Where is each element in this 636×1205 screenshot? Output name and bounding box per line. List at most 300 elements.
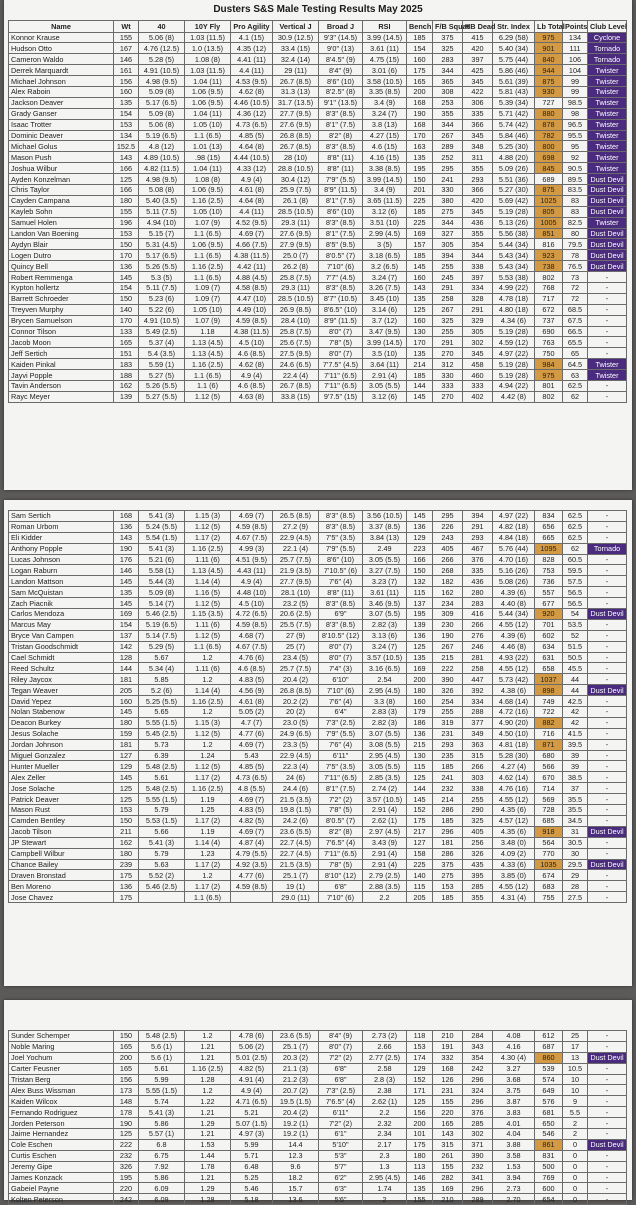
cell-bench: 143 xyxy=(407,282,433,293)
cell-strength-index: 5.16 (26) xyxy=(493,565,535,576)
cell-weight: 125 xyxy=(114,794,139,805)
cell-pro-agility: 4.72 (6.5) xyxy=(231,609,273,620)
cell-fly: 1.19 xyxy=(185,794,231,805)
cell-strength-index: 4.82 (18) xyxy=(493,521,535,532)
cell-club-level: - xyxy=(588,391,627,402)
cell-points: 96.5 xyxy=(563,119,588,130)
cell-pro-agility: 5.21 xyxy=(231,1107,273,1118)
cell-broad: 8'7" (10.5) xyxy=(319,293,363,304)
cell-broad: 7'10" (6) xyxy=(319,892,363,903)
cell-points: 57.5 xyxy=(563,576,588,587)
cell-fly: 1.13 (4.5) xyxy=(185,337,231,348)
cell-weight: 175 xyxy=(114,892,139,903)
athlete-row xyxy=(9,794,627,805)
cell-pro-agility: 4.67 (7.5) xyxy=(231,641,273,652)
cell-name: Tegan Weaver xyxy=(9,685,114,696)
cell-broad: 8'3" (8.5) xyxy=(319,521,363,532)
cell-broad: 7'10.5" (6) xyxy=(319,565,363,576)
cell-rsi: 3.64 (11) xyxy=(363,359,407,370)
athlete-row xyxy=(9,772,627,783)
cell-forty: 5.4 (3.5) xyxy=(139,348,185,359)
cell-lb-total: 851 xyxy=(535,228,563,239)
cell-lb-total: 802 xyxy=(535,272,563,283)
cell-pro-agility: 4.53 (9.5) xyxy=(231,76,273,87)
cell-squat: 327 xyxy=(433,228,463,239)
cell-broad: 8'3" (8.5) xyxy=(319,598,363,609)
cell-lb-total: 753 xyxy=(535,565,563,576)
cell-deadlift: 328 xyxy=(463,293,493,304)
cell-pro-agility: 4.46 (10.5) xyxy=(231,97,273,108)
cell-club-level: - xyxy=(588,1129,627,1140)
cell-vertical: 27.6 (9.5) xyxy=(273,119,319,130)
cell-fly: 1.04 (11) xyxy=(185,76,231,87)
cell-club-level: - xyxy=(588,1183,627,1194)
cell-deadlift: 377 xyxy=(463,717,493,728)
cell-lb-total: 576 xyxy=(535,1096,563,1107)
cell-rsi: 2.3 xyxy=(363,1150,407,1161)
athlete-row xyxy=(9,174,627,185)
athlete-row xyxy=(9,761,627,772)
cell-name: James Konzack xyxy=(9,1172,114,1183)
cell-vertical: 25.0 (7) xyxy=(273,250,319,261)
cell-club-level: - xyxy=(588,663,627,674)
cell-pro-agility: 4.87 (4) xyxy=(231,837,273,848)
cell-rsi: 2.79 (2.5) xyxy=(363,870,407,881)
cell-bench: 140 xyxy=(407,870,433,881)
cell-rsi: 2.54 xyxy=(363,674,407,685)
cell-bench: 175 xyxy=(407,815,433,826)
athlete-row xyxy=(9,184,627,195)
cell-squat: 330 xyxy=(433,370,463,381)
cell-bench: 118 xyxy=(407,1031,433,1042)
cell-fly: 1.29 xyxy=(185,1183,231,1194)
cell-vertical: 23.4 (5) xyxy=(273,652,319,663)
athlete-row xyxy=(9,565,627,576)
cell-vertical: 19.8 (1.5) xyxy=(273,805,319,816)
cell-fly: 1.2 xyxy=(185,1085,231,1096)
cell-lb-total: 1025 xyxy=(535,195,563,206)
cell-strength-index: 5.73 (42) xyxy=(493,674,535,685)
cell-lb-total: 898 xyxy=(535,685,563,696)
cell-broad: 8'3" (8.5) xyxy=(319,141,363,152)
cell-rsi: 3.99 (14.5) xyxy=(363,174,407,185)
cell-squat: 182 xyxy=(433,576,463,587)
cell-squat: 344 xyxy=(433,119,463,130)
cell-name: Fernando Rodriguez xyxy=(9,1107,114,1118)
cell-lb-total: 539 xyxy=(535,1063,563,1074)
cell-deadlift: 258 xyxy=(463,663,493,674)
cell-fly: 1.16 (5) xyxy=(185,587,231,598)
results-sheet-3 xyxy=(4,1000,632,1204)
cell-strength-index: 4.34 (6) xyxy=(493,315,535,326)
header-squat: F/B Squat xyxy=(433,21,463,33)
athlete-row xyxy=(9,293,627,304)
cell-weight: 190 xyxy=(114,543,139,554)
cell-weight: 150 xyxy=(114,815,139,826)
cell-broad: 8'9" (11.5) xyxy=(319,315,363,326)
cell-lb-total: 828 xyxy=(535,554,563,565)
cell-broad: 8'1" (7.5) xyxy=(319,195,363,206)
cell-fly: 1.78 xyxy=(185,1161,231,1172)
cell-fly: 1.12 (5) xyxy=(185,728,231,739)
cell-lb-total: 1005 xyxy=(535,217,563,228)
cell-forty: 5.86 xyxy=(139,1118,185,1129)
cell-weight: 152.5 xyxy=(114,141,139,152)
cell-points: 62.5 xyxy=(563,532,588,543)
cell-lb-total: 769 xyxy=(535,1172,563,1183)
cell-vertical: 24.9 (6.5) xyxy=(273,728,319,739)
cell-fly: 1.18 xyxy=(185,326,231,337)
cell-fly: 1.24 xyxy=(185,750,231,761)
cell-vertical: 27.5 (9.5) xyxy=(273,348,319,359)
cell-squat: 289 xyxy=(433,141,463,152)
cell-squat: 325 xyxy=(433,43,463,54)
cell-squat: 344 xyxy=(433,65,463,76)
cell-name: Kaiden Pinkal xyxy=(9,359,114,370)
cell-broad: 8'8" (11) xyxy=(319,587,363,598)
cell-strength-index: 4.55 (12) xyxy=(493,794,535,805)
cell-club-level: - xyxy=(588,696,627,707)
cell-strength-index: 5.27 (30) xyxy=(493,184,535,195)
cell-club-level: Twister xyxy=(588,130,627,141)
cell-points: 17 xyxy=(563,1041,588,1052)
cell-rsi: 3.23 (7) xyxy=(363,576,407,587)
cell-strength-index: 4.27 (4) xyxy=(493,761,535,772)
athlete-row xyxy=(9,619,627,630)
cell-name: Grady Ganser xyxy=(9,108,114,119)
cell-rsi: 2.91 (4) xyxy=(363,859,407,870)
cell-name: Hunter Mueller xyxy=(9,761,114,772)
cell-squat: 234 xyxy=(433,598,463,609)
cell-strength-index: 5.44 (34) xyxy=(493,239,535,250)
cell-pro-agility: 4.69 (7) xyxy=(231,826,273,837)
cell-vertical: 24.6 (6.5) xyxy=(273,359,319,370)
cell-forty: 5.19 (6.5) xyxy=(139,130,185,141)
cell-points: 62 xyxy=(563,391,588,402)
cell-club-level: Dust Devil xyxy=(588,826,627,837)
cell-club-level: Twister xyxy=(588,108,627,119)
cell-club-level: - xyxy=(588,750,627,761)
cell-broad: 9'7.5" (15) xyxy=(319,391,363,402)
cell-deadlift: 325 xyxy=(463,815,493,826)
cell-broad: 8'6" (10) xyxy=(319,554,363,565)
cell-rsi: 3.58 (10.5) xyxy=(363,76,407,87)
cell-rsi: 3.14 (6) xyxy=(363,304,407,315)
cell-name: Eli Kidder xyxy=(9,532,114,543)
cell-rsi: 3.4 (9) xyxy=(363,184,407,195)
cell-name: Landon Van Boening xyxy=(9,228,114,239)
cell-broad: 7'11" (6.5) xyxy=(319,381,363,392)
cell-squat: 286 xyxy=(433,805,463,816)
cell-strength-index: 5.13 (26) xyxy=(493,217,535,228)
cell-bench: 200 xyxy=(407,674,433,685)
cell-lb-total: 569 xyxy=(535,794,563,805)
cell-rsi: 2.34 xyxy=(363,1129,407,1140)
cell-strength-index: 5.44 (34) xyxy=(493,609,535,620)
cell-fly: 1.2 xyxy=(185,707,231,718)
cell-weight: 150 xyxy=(114,1031,139,1042)
cell-weight: 150 xyxy=(114,293,139,304)
cell-bench: 125 xyxy=(407,641,433,652)
cell-vertical: 22.7 (4.5) xyxy=(273,837,319,848)
cell-rsi: 2.95 (4.5) xyxy=(363,685,407,696)
cell-broad: 6'10" xyxy=(319,674,363,685)
cell-lb-total: 701 xyxy=(535,619,563,630)
cell-forty: 5.53 (1.5) xyxy=(139,815,185,826)
cell-broad: 8'3" (8.5) xyxy=(319,108,363,119)
cell-rsi: 3.3 (8) xyxy=(363,696,407,707)
cell-bench: 153 xyxy=(407,1041,433,1052)
cell-bench: 160 xyxy=(407,315,433,326)
athlete-row xyxy=(9,337,627,348)
cell-points: 78 xyxy=(563,250,588,261)
cell-vertical: 13.6 xyxy=(273,1194,319,1205)
cell-squat: 330 xyxy=(433,184,463,195)
cell-deadlift: 276 xyxy=(463,630,493,641)
athlete-row xyxy=(9,1194,627,1205)
cell-forty: 6.09 xyxy=(139,1183,185,1194)
cell-deadlift: 291 xyxy=(463,521,493,532)
cell-forty: 4.91 (10.5) xyxy=(139,65,185,76)
cell-weight: 167 xyxy=(114,43,139,54)
cell-vertical: 24 (6) xyxy=(273,772,319,783)
cell-pro-agility: 5.01 (2.5) xyxy=(231,1052,273,1063)
cell-deadlift: 302 xyxy=(463,337,493,348)
cell-club-level: - xyxy=(588,717,627,728)
cell-points: 104 xyxy=(563,65,588,76)
cell-strength-index: 5.43 (34) xyxy=(493,261,535,272)
cell-deadlift: 289 xyxy=(463,1194,493,1205)
cell-name: Barrett Schroeder xyxy=(9,293,114,304)
cell-deadlift: 363 xyxy=(463,739,493,750)
athlete-row xyxy=(9,1063,627,1074)
cell-strength-index: 4.55 (12) xyxy=(493,663,535,674)
cell-forty: 4.89 (10.5) xyxy=(139,152,185,163)
cell-strength-index: 4.72 (16) xyxy=(493,707,535,718)
cell-name: Alex Raboin xyxy=(9,86,114,97)
cell-forty: 5.41 (3) xyxy=(139,837,185,848)
athlete-row xyxy=(9,250,627,261)
cell-name: Kayleb Sohn xyxy=(9,206,114,217)
athlete-row xyxy=(9,1139,627,1150)
cell-forty: 4.94 (10) xyxy=(139,217,185,228)
cell-vertical: 32.4 (14) xyxy=(273,54,319,65)
cell-pro-agility: 5.05 (2) xyxy=(231,707,273,718)
cell-pro-agility: 4.73 (6.5) xyxy=(231,772,273,783)
cell-points: 76.5 xyxy=(563,261,588,272)
cell-name: Bryce Van Campen xyxy=(9,630,114,641)
cell-squat: 315 xyxy=(433,1139,463,1150)
cell-broad: 7'6" (4) xyxy=(319,739,363,750)
cell-pro-agility: 4.51 (9.5) xyxy=(231,554,273,565)
cell-strength-index: 5.56 (38) xyxy=(493,228,535,239)
cell-pro-agility: 4.35 (12) xyxy=(231,43,273,54)
cell-points: 56.5 xyxy=(563,598,588,609)
cell-strength-index: 4.97 (22) xyxy=(493,511,535,522)
cell-rsi: 2.2 xyxy=(363,892,407,903)
header-broad: Broad J xyxy=(319,21,363,33)
cell-fly: 1.11 (6) xyxy=(185,619,231,630)
cell-lb-total: 875 xyxy=(535,184,563,195)
cell-club-level: - xyxy=(588,337,627,348)
cell-name: Riley Jaycox xyxy=(9,674,114,685)
cell-weight: 183 xyxy=(114,359,139,370)
cell-rsi: 2.82 (3) xyxy=(363,717,407,728)
cell-pro-agility: 4.64 (8) xyxy=(231,141,273,152)
cell-lb-total: 683 xyxy=(535,881,563,892)
cell-points: 42.5 xyxy=(563,696,588,707)
cell-pro-agility: 4.77 (6) xyxy=(231,728,273,739)
cell-rsi: 2.77 (2.5) xyxy=(363,1052,407,1063)
cell-name: Nolan Stabenow xyxy=(9,707,114,718)
cell-name: Draven Bronstad xyxy=(9,870,114,881)
cell-squat: 181 xyxy=(433,837,463,848)
cell-fly: 1.21 xyxy=(185,1107,231,1118)
cell-fly: 1.12 (5) xyxy=(185,391,231,402)
cell-bench: 101 xyxy=(407,1129,433,1140)
cell-vertical: 23.0 (5) xyxy=(273,717,319,728)
cell-forty: 5.09 (8) xyxy=(139,86,185,97)
cell-squat: 252 xyxy=(433,152,463,163)
cell-pro-agility: 4.36 (12) xyxy=(231,108,273,119)
cell-broad: 7'2" (2) xyxy=(319,1052,363,1063)
cell-rsi: 3.24 (7) xyxy=(363,272,407,283)
athlete-row xyxy=(9,859,627,870)
cell-squat: 325 xyxy=(433,315,463,326)
cell-vertical: 26.1 (8) xyxy=(273,195,319,206)
cell-broad: 8'0.5" (7) xyxy=(319,250,363,261)
cell-weight: 135 xyxy=(114,587,139,598)
cell-strength-index: 3.87 xyxy=(493,1096,535,1107)
cell-vertical: 31.7 (13.5) xyxy=(273,97,319,108)
cell-rsi: 3.26 (7.5) xyxy=(363,282,407,293)
cell-rsi: 3.43 (9) xyxy=(363,837,407,848)
cell-forty: 4.8 (12) xyxy=(139,141,185,152)
cell-lb-total: 566 xyxy=(535,761,563,772)
cell-pro-agility: 4.88 (4.5) xyxy=(231,272,273,283)
cell-broad: 6'3" xyxy=(319,1183,363,1194)
cell-fly: 1.1 (6.5) xyxy=(185,272,231,283)
cell-squat: 296 xyxy=(433,826,463,837)
cell-points: 2 xyxy=(563,1118,588,1129)
cell-rsi: 3.05 (5.5) xyxy=(363,761,407,772)
cell-vertical: 27.9 (9.5) xyxy=(273,239,319,250)
cell-broad: 8'9" (11.5) xyxy=(319,184,363,195)
cell-bench: 135 xyxy=(407,152,433,163)
cell-lb-total: 1095 xyxy=(535,543,563,554)
cell-deadlift: 436 xyxy=(463,576,493,587)
cell-lb-total: 882 xyxy=(535,717,563,728)
cell-weight: 156 xyxy=(114,1074,139,1085)
cell-squat: 305 xyxy=(433,239,463,250)
cell-deadlift: 303 xyxy=(463,772,493,783)
cell-lb-total: 656 xyxy=(535,521,563,532)
header-fly: 10Y Fly xyxy=(185,21,231,33)
cell-points: 60.5 xyxy=(563,554,588,565)
cell-club-level: Dust Devil xyxy=(588,195,627,206)
cell-squat: 333 xyxy=(433,381,463,392)
cell-pro-agility: 6.48 xyxy=(231,1161,273,1172)
cell-squat: 126 xyxy=(433,1074,463,1085)
cell-rsi: 2.38 xyxy=(363,1085,407,1096)
cell-forty: 5.52 (2) xyxy=(139,870,185,881)
cell-points: 65.5 xyxy=(563,337,588,348)
cell-club-level: - xyxy=(588,772,627,783)
cell-club-level: - xyxy=(588,1194,627,1205)
cell-points: 0 xyxy=(563,1194,588,1205)
cell-weight: 136 xyxy=(114,881,139,892)
cell-name: Alex Zeller xyxy=(9,772,114,783)
cell-name: Lucas Johnson xyxy=(9,554,114,565)
athlete-row xyxy=(9,1150,627,1161)
athlete-row xyxy=(9,195,627,206)
cell-name: Cameron Waldo xyxy=(9,54,114,65)
cell-broad: 7'9" (5.5) xyxy=(319,728,363,739)
athlete-row xyxy=(9,630,627,641)
cell-points: 0 xyxy=(563,1161,588,1172)
cell-broad: 6'11" xyxy=(319,750,363,761)
cell-points: 0 xyxy=(563,1172,588,1183)
cell-weight: 145 xyxy=(114,272,139,283)
cell-strength-index: 5.74 (42) xyxy=(493,119,535,130)
cell-vertical: 28.4 (10) xyxy=(273,315,319,326)
cell-points: 50.5 xyxy=(563,652,588,663)
cell-bench: 145 xyxy=(407,794,433,805)
cell-vertical: 19.2 (1) xyxy=(273,1118,319,1129)
cell-pro-agility: 4.67 (7.5) xyxy=(231,532,273,543)
cell-fly: 1.08 (8) xyxy=(185,174,231,185)
cell-vertical: 14.4 xyxy=(273,1139,319,1150)
cell-pro-agility: 4.99 (3) xyxy=(231,543,273,554)
cell-lb-total: 923 xyxy=(535,250,563,261)
cell-squat: 231 xyxy=(433,728,463,739)
cell-deadlift: 394 xyxy=(463,511,493,522)
cell-club-level: Twister xyxy=(588,163,627,174)
cell-vertical: 21.2 (3) xyxy=(273,1074,319,1085)
cell-rsi: 2.95 (4.5) xyxy=(363,1172,407,1183)
cell-deadlift: 311 xyxy=(463,152,493,163)
cell-deadlift: 435 xyxy=(463,859,493,870)
cell-forty: 5.41 (3) xyxy=(139,543,185,554)
cell-squat: 232 xyxy=(433,783,463,794)
cell-broad: 6'2" xyxy=(319,1172,363,1183)
cell-points: 95 xyxy=(563,141,588,152)
cell-pro-agility: 4.47 (10) xyxy=(231,293,273,304)
cell-broad: 7'2" (2) xyxy=(319,794,363,805)
cell-weight: 180 xyxy=(114,848,139,859)
cell-weight: 133 xyxy=(114,326,139,337)
cell-lb-total: 634 xyxy=(535,641,563,652)
cell-club-level: Dust Devil xyxy=(588,859,627,870)
cell-club-level: Dust Devil xyxy=(588,685,627,696)
cell-vertical: 21.5 (3.5) xyxy=(273,794,319,805)
cell-name: Jeff Sertich xyxy=(9,348,114,359)
athlete-row xyxy=(9,304,627,315)
cell-squat: 293 xyxy=(433,739,463,750)
cell-pro-agility: 4.68 (7) xyxy=(231,630,273,641)
cell-weight: 129 xyxy=(114,761,139,772)
cell-rsi: 2.97 (4.5) xyxy=(363,826,407,837)
cell-squat: 267 xyxy=(433,130,463,141)
cell-vertical: 24.2 (6) xyxy=(273,815,319,826)
cell-broad: 8'6" (10) xyxy=(319,206,363,217)
cell-deadlift: 338 xyxy=(463,261,493,272)
cell-bench: 214 xyxy=(407,359,433,370)
athlete-row xyxy=(9,272,627,283)
cell-pro-agility: 4.52 (9.5) xyxy=(231,217,273,228)
header-pro-agility: Pro Agility xyxy=(231,21,273,33)
cell-bench: 135 xyxy=(407,293,433,304)
